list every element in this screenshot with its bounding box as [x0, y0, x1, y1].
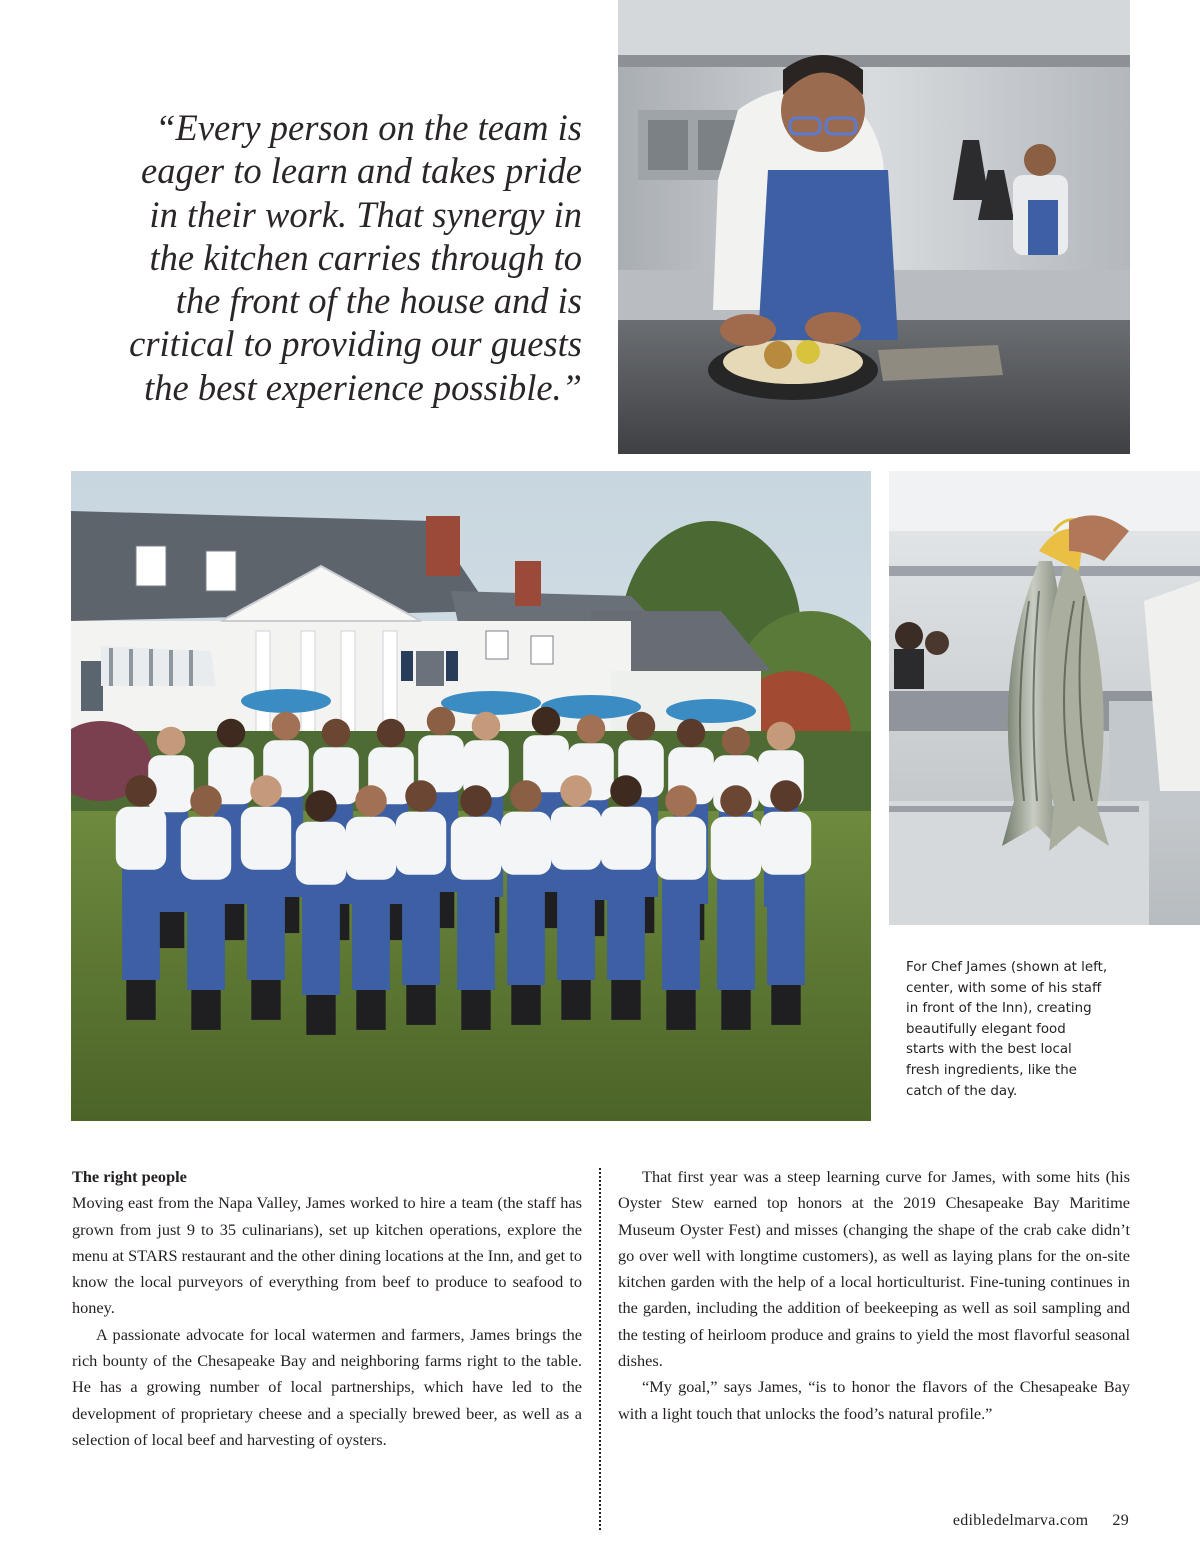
- caption-line: beautifully elegant food: [906, 1021, 1066, 1037]
- pull-quote-line: the front of the house and is: [175, 280, 582, 322]
- caption-line: starts with the best local: [906, 1042, 1072, 1058]
- caption-line: catch of the day.: [906, 1083, 1018, 1099]
- page-number: 29: [1112, 1512, 1129, 1529]
- column-divider: [599, 1168, 601, 1530]
- pull-quote: [120, 106, 582, 409]
- team-in-front-of-inn-image: [71, 471, 871, 1121]
- article-column-right: [618, 1164, 1130, 1427]
- page-footer: [953, 1512, 1129, 1530]
- fish-catch-image: [889, 471, 1200, 925]
- caption-line: center, with some of his staff: [906, 980, 1102, 996]
- article-paragraph: “My goal,” says James, “is to honor the flavors of the Chesapeake Bay with a light touch that unlocks the food’s natural profile.”: [618, 1377, 1130, 1423]
- pull-quote-line: in their work. That synergy in: [149, 193, 582, 235]
- photo-caption: [906, 958, 1136, 1102]
- footer-site: edibledelmarva.com: [952, 1512, 1089, 1529]
- caption-line: fresh ingredients, like the: [906, 1062, 1077, 1078]
- article-column-left: [72, 1164, 582, 1453]
- caption-line: in front of the Inn), creating: [906, 1001, 1092, 1017]
- chef-plating-image: [618, 0, 1130, 454]
- article-paragraph: A passionate advocate for local watermen and farmers, James brings the rich bounty of the Chesapeake Bay and neighboring farms right to the table. He has a growing number of local partnerships, which have led to the development of proprietary cheese and a specially brewed beer, as well as a selection of local beef and harvesting of oysters.: [72, 1324, 582, 1449]
- caption-line: For Chef James (shown at left,: [906, 960, 1108, 975]
- fish-catch-photo: [889, 471, 1200, 925]
- chef-plating-photo: [618, 0, 1130, 454]
- pull-quote-line: eager to learn and takes pride: [141, 150, 582, 192]
- article-paragraph: That first year was a steep learning curve for James, with some hits (his Oyster Stew earned top honors at the 2019 Chesapeake Bay Maritime Museum Oyster Fest) and misses (changing the shape of the crab cake didn’t go over well with longtime customers), as well as laying plans for the on-site kitchen garden with the help of a local horticulturist. Fine-tuning continues in the garden, including the addition of beekeeping as well as soil sampling and the testing of heirloom produce and grains to yield the most flavorful seasonal dishes.: [618, 1167, 1130, 1371]
- section-heading: The right people: [72, 1167, 187, 1186]
- team-photo: [71, 471, 871, 1121]
- article-paragraph: Moving east from the Napa Valley, James worked to hire a team (the staff has grown from just 9 to 35 culinarians), set up kitchen operations, explore the menu at STARS restaurant and the other dining locations at the Inn, and get to know the local purveyors of everything from beef to produce to seafood to honey.: [72, 1193, 582, 1318]
- pull-quote-line: “Every person on the team is: [155, 107, 582, 148]
- pull-quote-line: the best experience possible.”: [144, 366, 582, 408]
- pull-quote-line: the kitchen carries through to: [149, 236, 582, 278]
- pull-quote-line: critical to providing our guests: [129, 323, 582, 365]
